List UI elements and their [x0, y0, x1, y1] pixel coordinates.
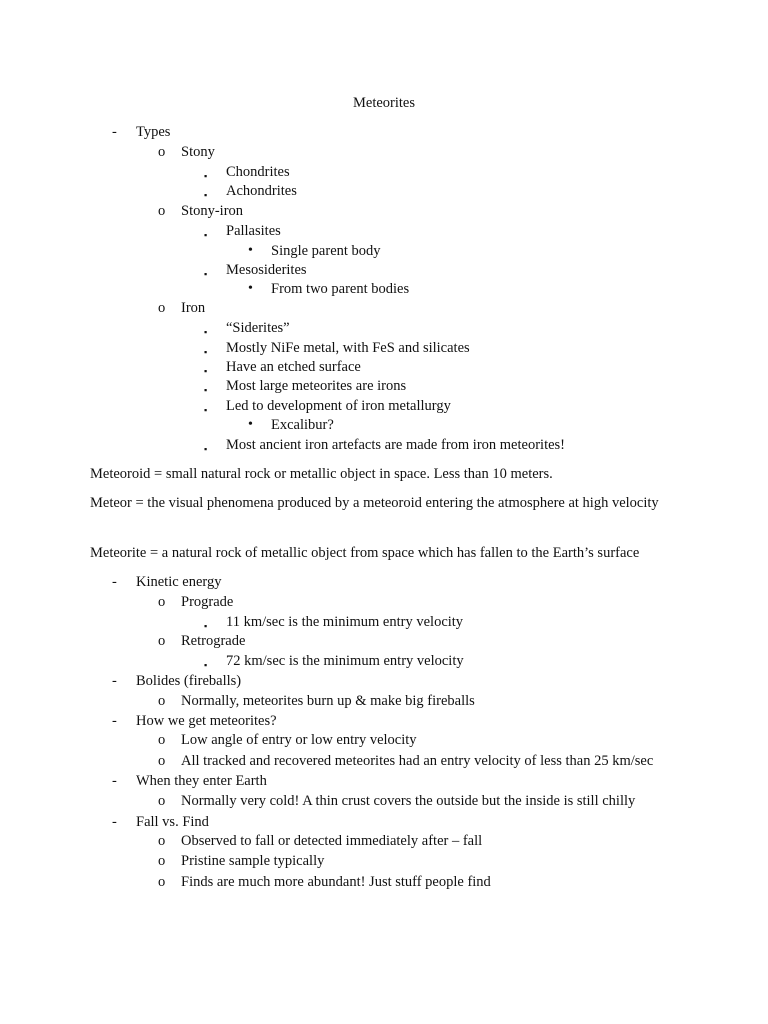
list-bullet: - [112, 124, 117, 140]
list-bullet: o [158, 633, 166, 649]
list-bullet: ▪ [204, 269, 208, 279]
list-bullet: ▪ [204, 621, 208, 631]
list-bullet: • [248, 417, 253, 432]
list-item: Excalibur? [271, 417, 334, 433]
list-item: Pristine sample typically [181, 853, 325, 869]
list-item: Low angle of entry or low entry velocity [181, 732, 417, 748]
list-item: 72 km/sec is the minimum entry velocity [226, 653, 464, 669]
list-bullet: - [112, 574, 117, 590]
list-item: Mesosiderites [226, 262, 307, 278]
list-item: Achondrites [226, 183, 297, 199]
list-bullet: ▪ [204, 660, 208, 670]
list-item: Kinetic energy [136, 574, 222, 590]
list-item: Types [136, 124, 171, 140]
list-bullet: ▪ [204, 190, 208, 200]
list-item: Fall vs. Find [136, 814, 209, 830]
list-bullet: • [248, 281, 253, 296]
list-bullet: ▪ [204, 385, 208, 395]
list-item: 11 km/sec is the minimum entry velocity [226, 614, 464, 630]
list-bullet: ▪ [204, 171, 208, 181]
list-item: Have an etched surface [226, 359, 361, 375]
document-title: Meteorites [352, 95, 415, 111]
list-bullet: - [112, 713, 117, 729]
list-bullet: o [158, 594, 166, 610]
list-bullet: o [158, 203, 166, 219]
list-item: Iron [181, 300, 206, 316]
list-item: Normally, meteorites burn up & make big fireballs [181, 693, 475, 709]
list-bullet: ▪ [204, 444, 208, 454]
list-item: Mostly NiFe metal, with FeS and silicates [226, 340, 470, 356]
list-item: Prograde [181, 594, 234, 610]
list-item: Bolides (fireballs) [136, 673, 242, 689]
list-bullet: ▪ [204, 327, 208, 337]
list-item: “Siderites” [226, 320, 290, 336]
meteor-definition: Meteor = the visual phenomena produced by a meteoroid entering the atmosphere at high velocity [90, 495, 659, 511]
list-item: Retrograde [181, 633, 246, 649]
list-item: Chondrites [226, 164, 290, 180]
list-bullet: o [158, 793, 166, 809]
list-item: Stony-iron [181, 203, 244, 219]
list-bullet: ▪ [204, 347, 208, 357]
list-bullet: o [158, 833, 166, 849]
list-item: Most ancient iron artefacts are made from iron meteorites! [226, 437, 566, 453]
list-item: Pallasites [226, 223, 281, 239]
list-item: Most large meteorites are irons [226, 378, 407, 394]
list-item: From two parent bodies [271, 281, 410, 297]
list-item: Led to development of iron metallurgy [226, 398, 451, 414]
list-item: When they enter Earth [136, 773, 267, 789]
meteoroid-definition: Meteoroid = small natural rock or metallic object in space. Less than 10 meters. [90, 466, 553, 482]
list-bullet: o [158, 300, 166, 316]
list-item: All tracked and recovered meteorites had an entry velocity of less than 25 km/sec [181, 753, 654, 769]
list-bullet: • [248, 243, 253, 258]
list-bullet: - [112, 673, 117, 689]
list-item: Finds are much more abundant! Just stuff people find [181, 874, 491, 890]
list-item: Normally very cold! A thin crust covers the outside but the inside is still chilly [181, 793, 636, 809]
list-bullet: o [158, 693, 166, 709]
list-bullet: - [112, 814, 117, 830]
list-bullet: o [158, 874, 166, 890]
list-bullet: - [112, 773, 117, 789]
list-bullet: o [158, 853, 166, 869]
list-bullet: o [158, 732, 166, 748]
list-bullet: o [158, 144, 166, 160]
list-item: Stony [181, 144, 215, 160]
list-item: How we get meteorites? [136, 713, 277, 729]
list-bullet: ▪ [204, 230, 208, 240]
list-item: Observed to fall or detected immediately after – fall [181, 833, 483, 849]
list-bullet: o [158, 753, 166, 769]
list-item: Single parent body [271, 243, 381, 259]
meteorite-definition: Meteorite = a natural rock of metallic object from space which has fallen to the Earth’s surface [90, 545, 640, 561]
list-bullet: ▪ [204, 366, 208, 376]
list-bullet: ▪ [204, 405, 208, 415]
